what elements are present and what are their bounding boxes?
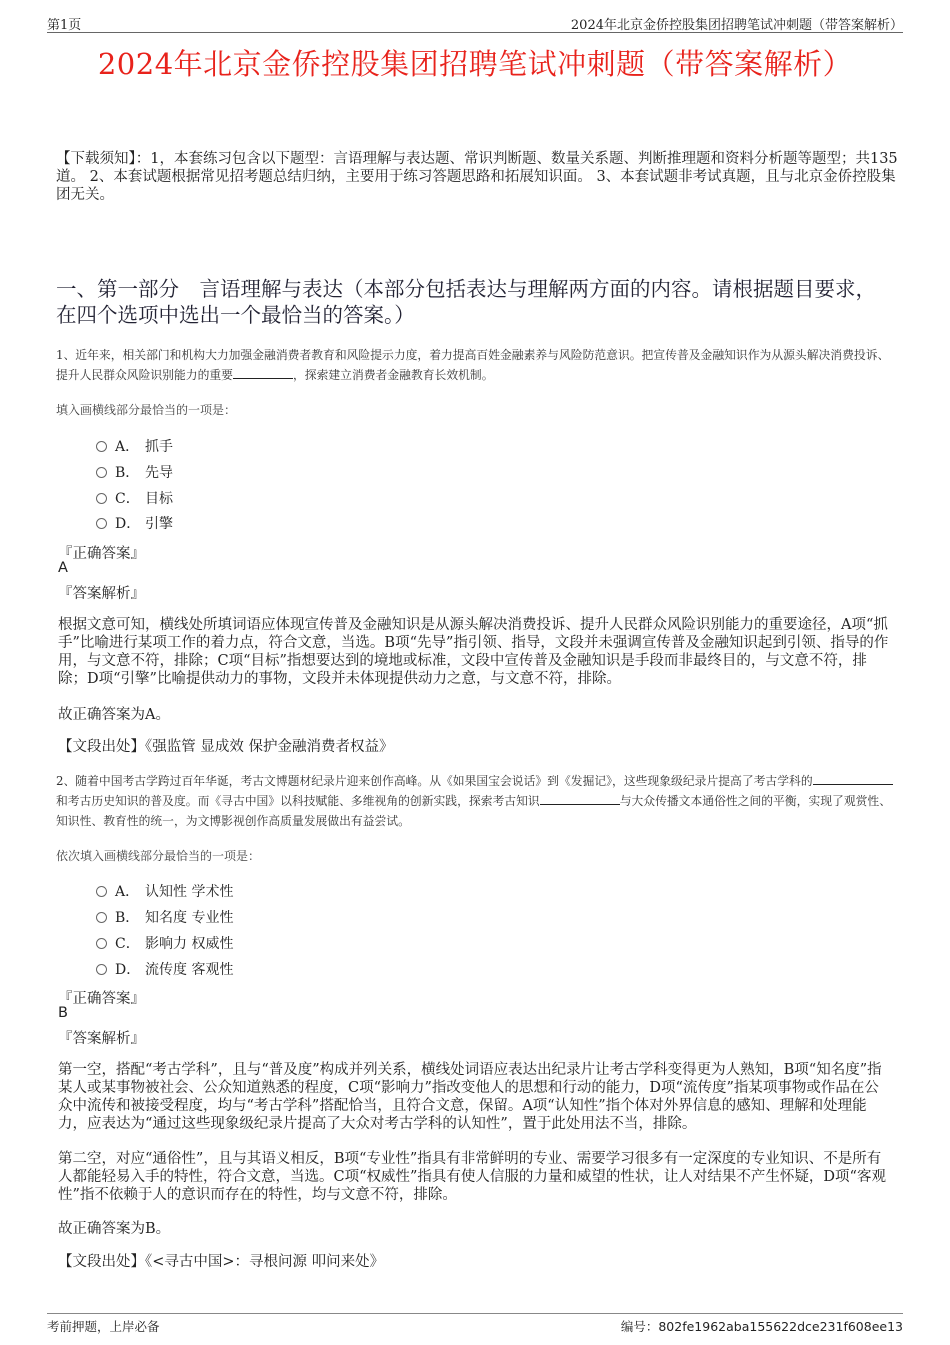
radio-icon[interactable] <box>96 964 107 975</box>
q1-option-c[interactable]: C． 目标 <box>96 488 173 508</box>
page-header <box>47 12 903 33</box>
q1-source: 【文段出处】《强监管 显成效 保护金融消费者权益》 <box>58 739 394 755</box>
footer-slogan: 考前押题，上岸必备 <box>47 1319 160 1334</box>
radio-icon[interactable] <box>96 518 107 529</box>
q2-answer: B <box>58 1005 68 1021</box>
footer-doc-id: 编号：802fe1962aba155622dce231f608ee13 <box>620 1319 903 1334</box>
q2-analysis-2: 第二空，对应“通俗性”，且与其语义相反，B项“专业性”指具有非常鲜明的专业、需要学习很多有一定深度的专业知识、不是所有人都能轻易入手的特性，符合文意，当选。C项“权威性”指具有使人信服的力量和威望的性状，让人对结果不产生怀疑，D项“客观性”指不依赖于人的意识而存在的特性，均与文意不符，排除。 <box>58 1151 886 1203</box>
q2-option-b[interactable]: B． 知名度 专业性 <box>96 907 233 927</box>
q2-option-d[interactable]: D． 流传度 客观性 <box>96 959 233 979</box>
q2-option-a[interactable]: A． 认知性 学术性 <box>96 881 233 901</box>
question-1-text: 1、近年来，相关部门和机构大力加强金融消费者教育和风险提示力度，着力提高百姓金融素养与风险防范意识。把宣传普及金融知识作为从源头解决消费投诉、提升人民群众风险识别能力的重要 ，探索建立消费者金融教育长效机制。 <box>56 348 890 382</box>
q1-option-a[interactable]: A． 抓手 <box>96 436 173 456</box>
section-title: 一、第一部分 言语理解与表达（本部分包括表达与理解两方面的内容。请根据题目要求，在四个选项中选出一个最恰当的答案。） <box>56 277 876 327</box>
q1-analysis: 根据文意可知，横线处所填词语应体现宣传普及金融知识是从源头解决消费投诉、提升人民群众风险识别能力的重要途径，A项“抓手”比喻进行某项工作的着力点，符合文意，当选。B项“先导”指引领、指导，文段并未强调宣传普及金融知识起到引领、指导的作用，与文意不符，排除；C项“目标”指想要达到的境地或标准，文段中宣传普及金融知识是手段而非最终目的，与文意不符，排除；D项“引擎”比喻提供动力的事物，文段并未体现提供动力之意，与文意不符，排除。 <box>58 617 889 687</box>
answer-blank <box>233 366 293 379</box>
q1-conclusion: 故正确答案为A。 <box>58 707 170 723</box>
question-2-text: 2、随着中国考古学跨过百年华诞，考古文博题材纪录片迎来创作高峰。从《如果国宝会说话》到《发掘记》，这些现象级纪录片提高了考古学科的和考古历史知识的普及度。而《寻古中国》以科技赋能、多维视角的创新实践，探索考古知识 与大众传播文本通俗性之间的平衡，实现了观赏性、知识性、教育性的统一，为文博影视创作高质量发展做出有益尝试。 <box>56 774 892 828</box>
radio-icon[interactable] <box>96 493 107 504</box>
page-footer <box>47 1313 903 1332</box>
q2-source: 【文段出处】《<寻古中国>：寻根问源 叩问来处》 <box>58 1254 385 1270</box>
answer-blank <box>813 772 893 785</box>
q2-conclusion: 故正确答案为B。 <box>58 1221 171 1237</box>
radio-icon[interactable] <box>96 912 107 923</box>
question-1-prompt: 填入画横线部分最恰当的一项是： <box>56 403 237 417</box>
radio-icon[interactable] <box>96 938 107 949</box>
q1-answer: A <box>58 560 68 576</box>
answer-blank <box>540 792 620 805</box>
q2-option-c[interactable]: C． 影响力 权威性 <box>96 933 233 953</box>
analysis-label: 『答案解析』 <box>58 586 145 602</box>
correct-answer-label: 『正确答案』 <box>58 991 145 1007</box>
q1-option-d[interactable]: D． 引擎 <box>96 513 173 533</box>
document-title: 2024年北京金侨控股集团招聘笔试冲刺题（带答案解析） <box>97 47 853 81</box>
correct-answer-label: 『正确答案』 <box>58 546 145 562</box>
radio-icon[interactable] <box>96 886 107 897</box>
q2-analysis-1: 第一空，搭配“考古学科”，且与“普及度”构成并列关系，横线处词语应表达出纪录片让考古学科变得更为人熟知，B项“知名度”指某人或某事物被社会、公众知道熟悉的程度，C项“影响力”指改变他人的思想和行动的能力，D项“流传度”指某项事物或作品在公众中流传和被接受程度，均与“考古学科”搭配恰当，且符合文意，保留。A项“认知性”指个体对外界信息的感知、理解和处理能力，应表达为“通过这些现象级纪录片提高了大众对考古学科的认知性”，置于此处用法不当，排除。 <box>58 1062 882 1132</box>
radio-icon[interactable] <box>96 467 107 478</box>
download-notice: 【下载须知】：1，本套练习包含以下题型：言语理解与表达题、常识判断题、数量关系题、判断推理题和资料分析题等题型；共135道。 2、本套试题根据常见招考题总结归纳，主要用于练习答题思路和拓展知识面。 3、本套试题非考试真题，且与北京金侨控股集团无关。 <box>56 151 898 203</box>
q1-option-b[interactable]: B． 先导 <box>96 462 173 482</box>
analysis-label: 『答案解析』 <box>58 1031 145 1047</box>
header-doc-title: 2024年北京金侨控股集团招聘笔试冲刺题（带答案解析） <box>570 18 903 33</box>
question-2-prompt: 依次填入画横线部分最恰当的一项是： <box>56 849 261 863</box>
radio-icon[interactable] <box>96 441 107 452</box>
page-number: 第1页 <box>47 18 82 33</box>
